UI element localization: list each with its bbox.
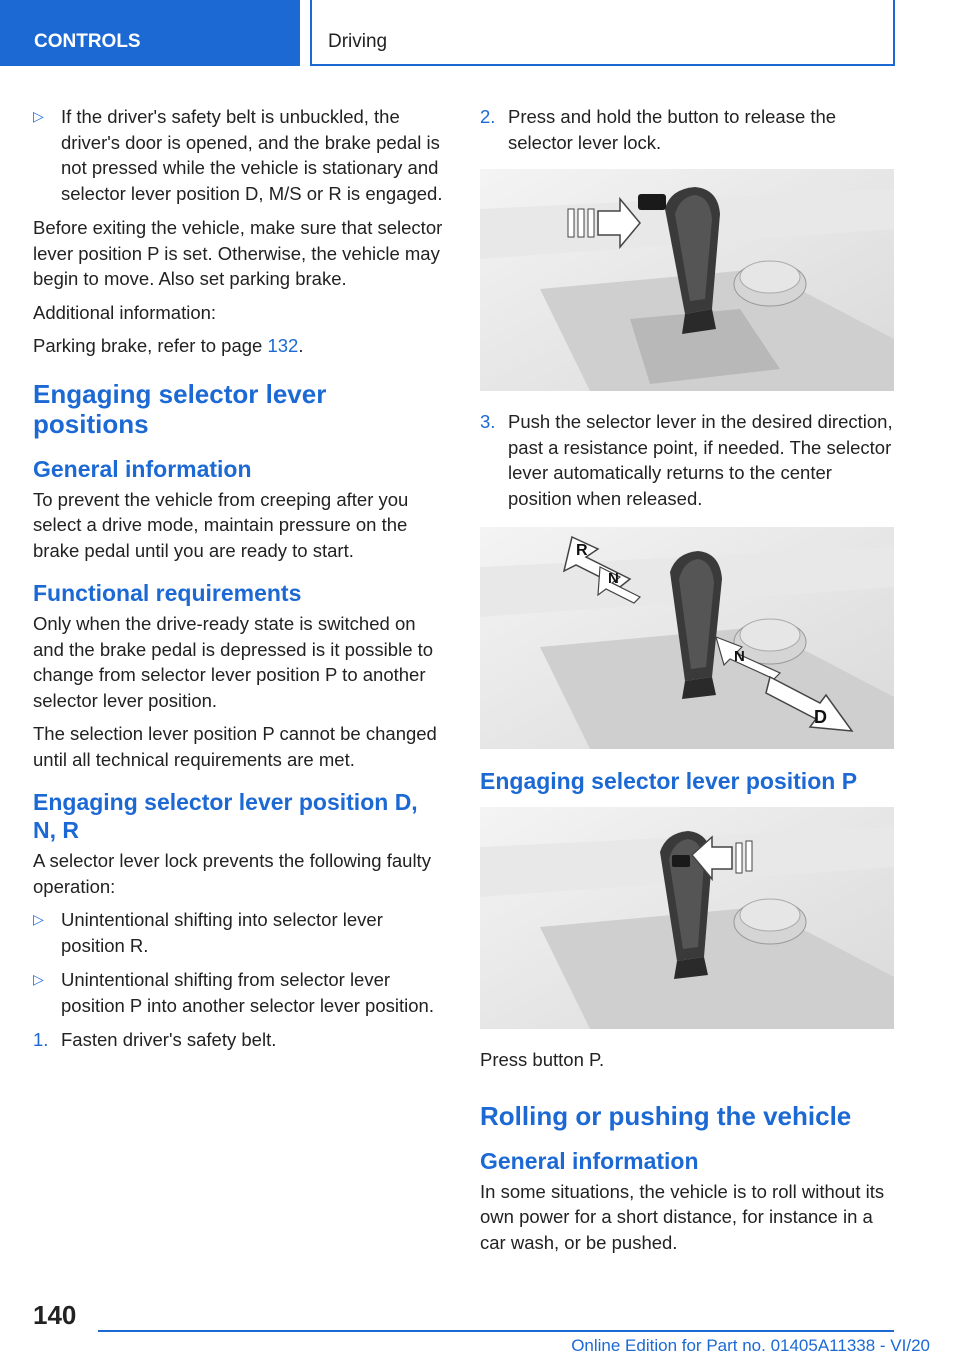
figure-p-button xyxy=(480,807,894,1029)
section-heading: Engaging selector lever positions xyxy=(33,378,327,439)
step-number: 3. xyxy=(480,411,496,432)
step-number: 1. xyxy=(33,1029,49,1050)
label-d: D xyxy=(814,707,827,727)
chapter-tab: Driving xyxy=(310,0,895,66)
subsection-heading: Engaging selector lever position D, N, R xyxy=(33,789,418,843)
step-item xyxy=(480,409,894,511)
step-item xyxy=(33,1027,445,1053)
step-text: Fasten driver's safety belt. xyxy=(61,1029,277,1050)
page-header xyxy=(0,0,960,66)
section-heading: Rolling or pushing the vehicle xyxy=(480,1100,852,1131)
bullet-text: Unintentional shifting from selector lever position P into another selector lever position. xyxy=(61,969,434,1016)
paragraph: To prevent the vehicle from creeping after you select a drive mode, maintain pressure on the brake pedal until you are ready to start. xyxy=(33,488,409,561)
paragraph: Before exiting the vehicle, make sure that selector lever position P is set. Otherwise, the vehicle may begin to move. Also set parking brake. xyxy=(33,217,443,289)
subsection-heading: Functional requirements xyxy=(33,580,302,606)
paragraph: Only when the drive-ready state is switched on and the brake pedal is depressed is it possible to change from selector lever position P to another selector lever position. xyxy=(33,613,434,711)
selector-lever-illustration xyxy=(480,169,894,391)
bullet-triangle-icon: ▷ xyxy=(33,971,44,987)
list-item xyxy=(33,967,445,1018)
footer-divider xyxy=(98,1330,894,1332)
label-n-upper: N xyxy=(608,570,619,587)
reference-suffix: . xyxy=(298,335,304,356)
paragraph: A selector lever lock prevents the following faulty operation: xyxy=(33,850,431,897)
edition-note: Online Edition for Part no. 01405A11338 - VI/20 xyxy=(571,1336,930,1355)
label-n-lower: N xyxy=(734,648,745,665)
left-column xyxy=(33,104,445,1062)
cross-reference xyxy=(33,333,445,359)
subsection-heading: General information xyxy=(33,455,252,482)
bullet-text: If the driver's safety belt is unbuckled, the driver's door is opened, and the brake pedal is not pressed while the vehicle is stationary and selector lever position D, M/S or R is engaged. xyxy=(61,106,443,204)
paragraph: Additional information: xyxy=(33,301,217,323)
bullet-triangle-icon: ▷ xyxy=(33,108,44,124)
page-link[interactable]: 132 xyxy=(267,335,299,356)
section-tab: CONTROLS xyxy=(0,0,300,66)
list-item xyxy=(33,907,445,958)
step-number: 2. xyxy=(480,106,496,127)
bullet-triangle-icon: ▷ xyxy=(33,911,44,927)
subsection-heading: Engaging selector lever position P xyxy=(480,768,858,794)
paragraph: The selection lever position P cannot be changed until all technical requirements are met. xyxy=(33,723,437,770)
step-text: Push the selector lever in the desired direction, past a resistance point, if needed. The selector lever automatically returns to the center position when released. xyxy=(508,411,893,509)
step-text: Press and hold the button to release the selector lever lock. xyxy=(508,106,837,153)
step-item xyxy=(480,104,894,155)
paragraph: In some situations, the vehicle is to roll without its own power for a short distance, for instance in a car wash, or be pushed. xyxy=(480,1180,885,1253)
bullet-text: Unintentional shifting into selector lever position R. xyxy=(61,909,383,956)
subsection-heading: General information xyxy=(480,1147,699,1174)
right-column xyxy=(480,104,894,1263)
figure-lever-directions xyxy=(480,527,894,749)
selector-lever-directions-illustration xyxy=(480,527,894,749)
reference-text: Parking brake, refer to page xyxy=(33,335,268,356)
figure-release-button xyxy=(480,169,894,391)
page-number: 140 xyxy=(33,1300,77,1330)
paragraph: Press button P. xyxy=(480,1049,605,1070)
label-r: R xyxy=(576,542,588,559)
p-button-illustration xyxy=(480,807,894,1029)
list-item xyxy=(33,104,445,206)
